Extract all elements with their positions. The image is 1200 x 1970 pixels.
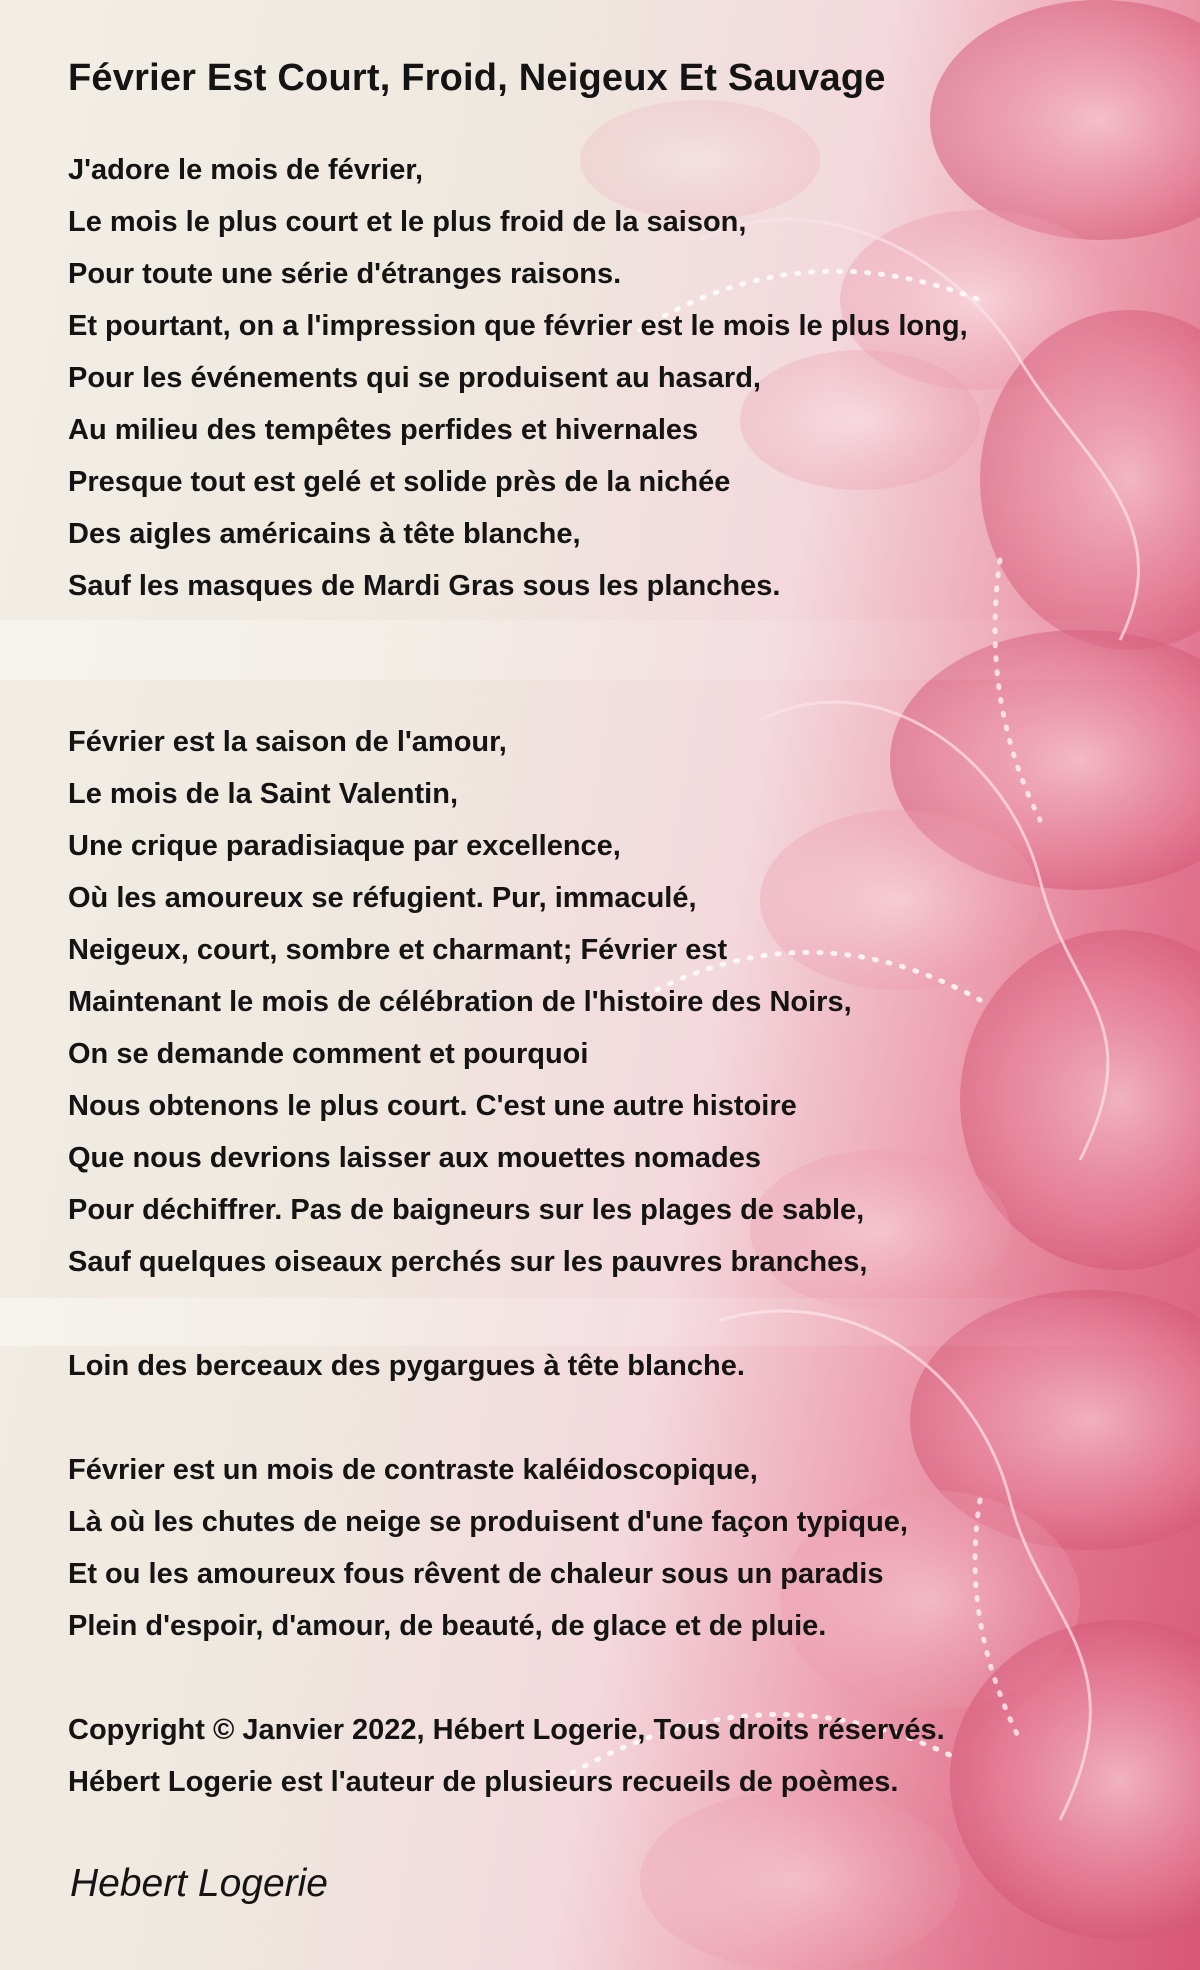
poem-line: Et pourtant, on a l'impression que février est le mois le plus long, [68, 310, 968, 342]
author-note-line: Hébert Logerie est l'auteur de plusieurs recueils de poèmes. [68, 1766, 899, 1798]
poem-line: On se demande comment et pourquoi [68, 1038, 589, 1070]
copyright-notice [68, 1704, 1148, 1808]
poem-line: Nous obtenons le plus court. C'est une autre histoire [68, 1090, 797, 1122]
poem-line: Maintenant le mois de célébration de l'histoire des Noirs, [68, 986, 852, 1018]
poem-line: Que nous devrions laisser aux mouettes nomades [68, 1142, 761, 1174]
stanza-3 [68, 1340, 1148, 1392]
poem-content [68, 48, 1148, 1808]
poem-line: Des aigles américains à tête blanche, [68, 518, 581, 550]
poem-line: J'adore le mois de février, [68, 154, 424, 186]
poem-line: Le mois le plus court et le plus froid de la saison, [68, 206, 747, 238]
poem-line: Où les amoureux se réfugient. Pur, immaculé, [68, 882, 697, 914]
poem-title: Février Est Court, Froid, Neigeux Et Sauvage [68, 57, 886, 99]
poem-line: Sauf les masques de Mardi Gras sous les planches. [68, 570, 781, 602]
poem-line: Et ou les amoureux fous rêvent de chaleur sous un paradis [68, 1558, 884, 1590]
poem-line: Pour toute une série d'étranges raisons. [68, 258, 622, 290]
copyright-line: Copyright © Janvier 2022, Hébert Logerie, Tous droits réservés. [68, 1714, 945, 1746]
poem-line: Plein d'espoir, d'amour, de beauté, de glace et de pluie. [68, 1610, 827, 1642]
poem-line: Pour déchiffrer. Pas de baigneurs sur les plages de sable, [68, 1194, 865, 1226]
poem-line: Février est la saison de l'amour, [68, 726, 507, 758]
poem-line: Au milieu des tempêtes perfides et hivernales [68, 414, 699, 446]
stanza-4 [68, 1444, 1148, 1652]
poem-line: Là où les chutes de neige se produisent d'une façon typique, [68, 1506, 908, 1538]
stanza-1 [68, 144, 1148, 612]
poem-line: Neigeux, court, sombre et charmant; Février est [68, 934, 728, 966]
poem-line: Pour les événements qui se produisent au hasard, [68, 362, 761, 394]
poem-line: Sauf quelques oiseaux perchés sur les pauvres branches, [68, 1246, 868, 1278]
poem-line: Le mois de la Saint Valentin, [68, 778, 458, 810]
poem-line: Une crique paradisiaque par excellence, [68, 830, 621, 862]
stanza-2 [68, 716, 1148, 1288]
poem-line: Presque tout est gelé et solide près de la nichée [68, 466, 731, 498]
poem-line: Loin des berceaux des pygargues à tête blanche. [68, 1350, 745, 1382]
author-signature: Hebert Logerie [70, 1862, 328, 1905]
poem-line: Février est un mois de contraste kaléidoscopique, [68, 1454, 758, 1486]
